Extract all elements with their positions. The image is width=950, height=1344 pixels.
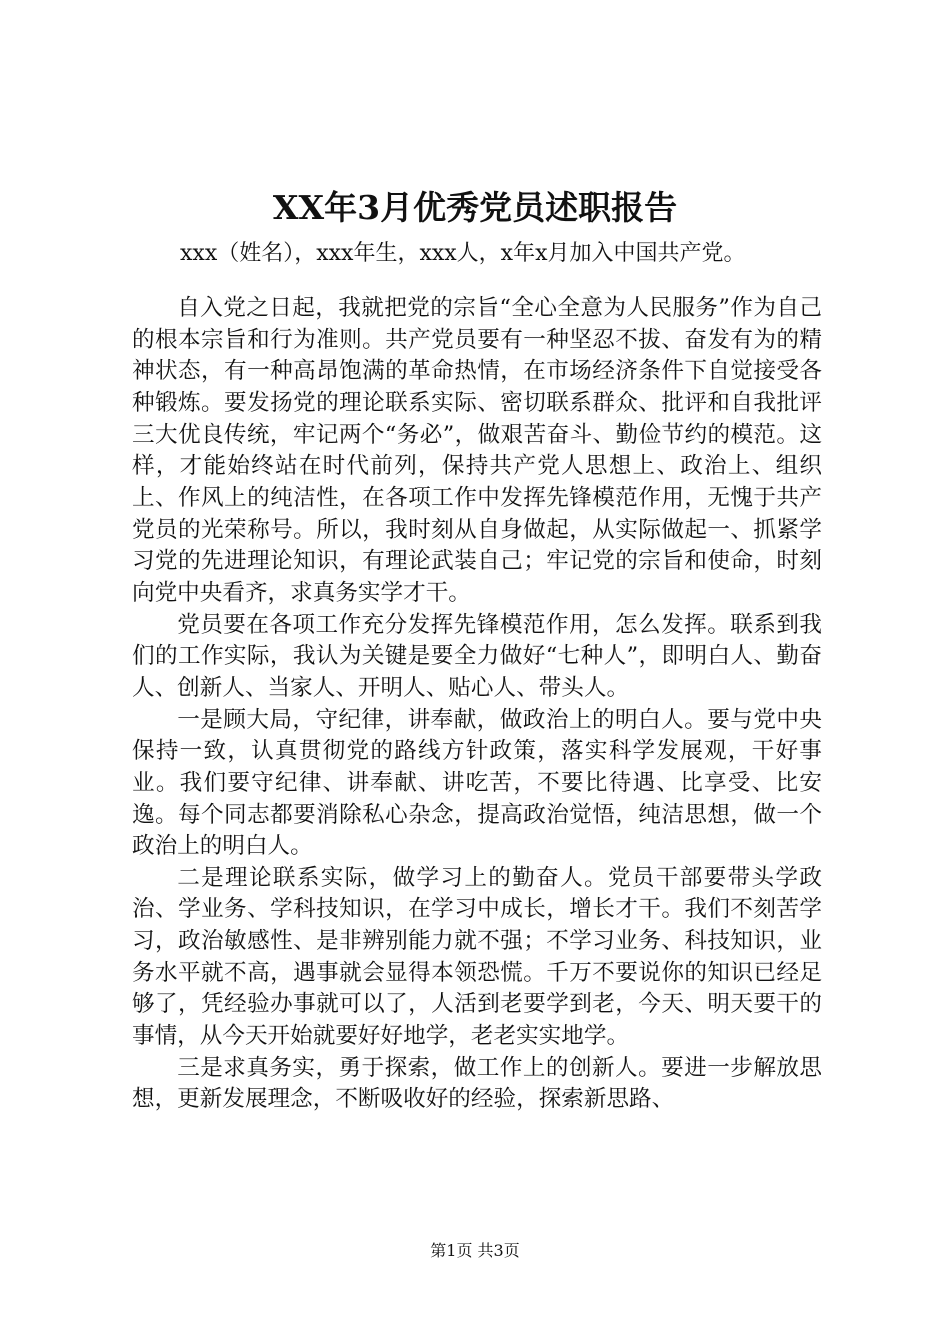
paragraph: 三是求真务实，勇于探索，做工作上的创新人。要进一步解放思想，更新发展理念，不断吸收好的经验，探索新思路、 [132,1054,822,1113]
paragraph: 自入党之日起，我就把党的宗旨“全心全意为人民服务”作为自己的根本宗旨和行为准则。共产党员要有一种坚忍不拔、奋发有为的精神状态，有一种高昂饱满的革命热情，在市场经济条件下自觉接受各种锻炼。要发扬党的理论联系实际、密切联系群众、批评和自我批评三大优良传统，牢记两个“务必”，做艰苦奋斗、勤俭节约的模范。这样，才能始终站在时代前列，保持共产党人思想上、政治上、组织上、作风上的纯洁性，在各项工作中发挥先锋模范作用，无愧于共产党员的光荣称号。所以，我时刻从自身做起，从实际做起一、抓紧学习党的先进理论知识，有理论武装自己；牢记党的宗旨和使命，时刻向党中央看齐，求真务实学才干。 [132,295,822,606]
document-title: XX年3月优秀党员述职报告 [272,188,678,227]
author-intro: xxx（姓名），xxx年生，xxx人，x年x月加入中国共产党。 [180,241,746,266]
paragraph: 一是顾大局，守纪律，讲奉献，做政治上的明白人。要与党中央保持一致，认真贯彻党的路线方针政策，落实科学发展观，干好事业。我们要守纪律、讲奉献、讲吃苦，不要比待遇、比享受、比安逸。每个同志都要消除私心杂念，提高政治觉悟，纯洁思想，做一个政治上的明白人。 [132,706,822,860]
paragraph: 二是理论联系实际，做学习上的勤奋人。党员干部要带头学政治、学业务、学科技知识，在学习中成长，增长才干。我们不刻苦学习，政治敏感性、是非辨别能力就不强；不学习业务、科技知识，业务水平就不高，遇事就会显得本领恐慌。千万不要说你的知识已经足够了，凭经验办事就可以了，人活到老要学到老，今天、明天要干的事情，从今天开始就要好好地学，老老实实地学。 [132,864,822,1050]
page-number-footer: 第1页 共3页 [430,1241,520,1260]
document-body [132,293,822,1116]
paragraph: 党员要在各项工作充分发挥先锋模范作用，怎么发挥。联系到我们的工作实际，我认为关键是要全力做好“七种人”，即明白人、勤奋人、创新人、当家人、开明人、贴心人、带头人。 [132,611,822,701]
